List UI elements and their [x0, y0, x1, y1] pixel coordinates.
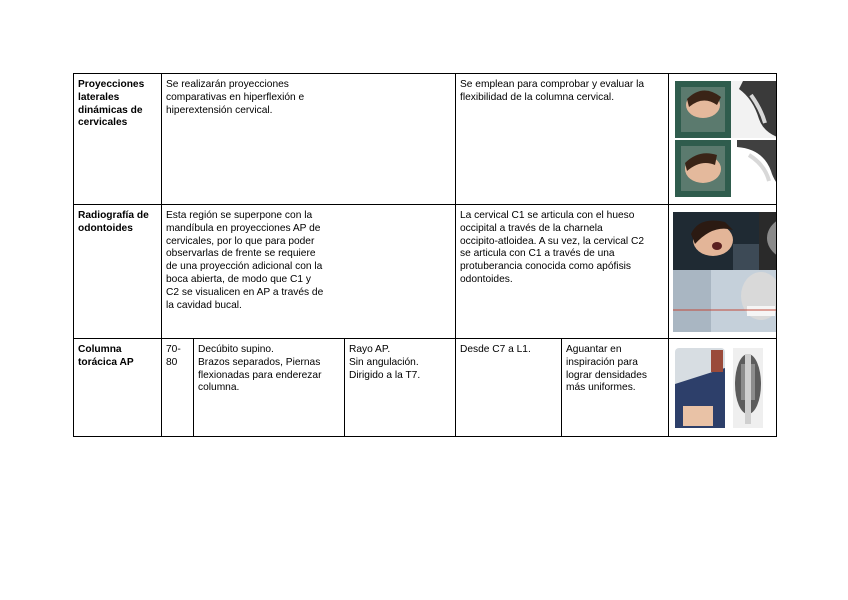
- beam-cell: [345, 339, 456, 437]
- description-line: hiperextensión cervical.: [166, 104, 273, 116]
- breathing-line: inspiración para: [566, 356, 638, 368]
- beam-line: Dirigido a la T7.: [349, 369, 421, 381]
- description-cell: [162, 74, 456, 205]
- beam-line: Rayo AP.: [349, 344, 391, 355]
- cervical-flexion-extension-image: [673, 79, 777, 199]
- row-title-line: cervicales: [78, 117, 128, 129]
- row-title-line: Columna: [78, 344, 122, 355]
- description-line: comparativas en hiperflexión e: [166, 91, 305, 103]
- row-title-cell: [74, 74, 162, 205]
- purpose-line: flexibilidad de la columna cervical.: [460, 91, 615, 103]
- purpose-line: occipital a través de la charnela: [460, 222, 603, 234]
- kv-cell: [162, 339, 194, 437]
- row-title-line: Radiografía de: [78, 210, 149, 221]
- kv-line: 70-: [166, 344, 181, 355]
- purpose-line: La cervical C1 se articula con el hueso: [460, 210, 635, 221]
- description-line: de una proyección adicional con la: [166, 261, 323, 273]
- table-row-thoracic-ap: [74, 339, 777, 437]
- position-line: Decúbito supino.: [198, 344, 274, 355]
- purpose-line: se articula con C1 a través de una: [460, 248, 615, 260]
- description-line: C2 se visualicen en AP a través de: [166, 286, 324, 298]
- image-cell: [669, 74, 777, 205]
- thoracic-spine-ap-image: [673, 344, 769, 430]
- purpose-cell: [456, 205, 669, 339]
- row-title-cell: [74, 205, 162, 339]
- image-cell: [669, 339, 777, 437]
- row-title-line: laterales: [78, 91, 120, 103]
- beam-line: Sin angulación.: [349, 356, 419, 368]
- row-title-line: torácica AP: [78, 356, 134, 368]
- range-cell: [456, 339, 562, 437]
- description-line: Se realizarán proyecciones: [166, 79, 289, 90]
- description-line: Esta región se superpone con la: [166, 210, 313, 221]
- table-row-cervical-dynamic: [74, 74, 777, 205]
- row-title-line: odontoides: [78, 222, 133, 234]
- description-line: cervicales, por lo que para poder: [166, 235, 315, 247]
- description-line: la cavidad bucal.: [166, 299, 242, 311]
- purpose-line: odontoides.: [460, 273, 513, 285]
- purpose-cell: [456, 74, 669, 205]
- row-title-cell: [74, 339, 162, 437]
- image-cell: [669, 205, 777, 339]
- breathing-line: Aguantar en: [566, 344, 622, 355]
- row-title-line: dinámicas de: [78, 104, 143, 116]
- purpose-line: occipito-atloidea. A su vez, la cervical C2: [460, 235, 645, 247]
- purpose-line: protuberancia conocida como apófisis: [460, 261, 632, 273]
- position-line: flexionadas para enderezar: [198, 369, 322, 381]
- breathing-line: más uniformes.: [566, 382, 636, 394]
- row-title-line: Proyecciones: [78, 79, 145, 90]
- odontoid-open-mouth-image: [673, 210, 777, 332]
- description-line: mandíbula en proyecciones AP de: [166, 222, 321, 234]
- position-line: columna.: [198, 382, 240, 394]
- breathing-cell: [562, 339, 669, 437]
- description-line: observarlas de frente se requiere: [166, 248, 316, 260]
- range-line: Desde C7 a L1.: [460, 344, 531, 355]
- table-row-odontoid: [74, 205, 777, 339]
- description-line: boca abierta, de modo que C1 y: [166, 273, 311, 285]
- description-cell: [162, 205, 456, 339]
- patient-position-cell: [194, 339, 345, 437]
- position-line: Brazos separados, Piernas: [198, 356, 321, 368]
- radiology-protocol-table: [73, 73, 777, 437]
- purpose-line: Se emplean para comprobar y evaluar la: [460, 79, 645, 90]
- kv-line: 80: [166, 356, 178, 368]
- breathing-line: lograr densidades: [566, 369, 647, 381]
